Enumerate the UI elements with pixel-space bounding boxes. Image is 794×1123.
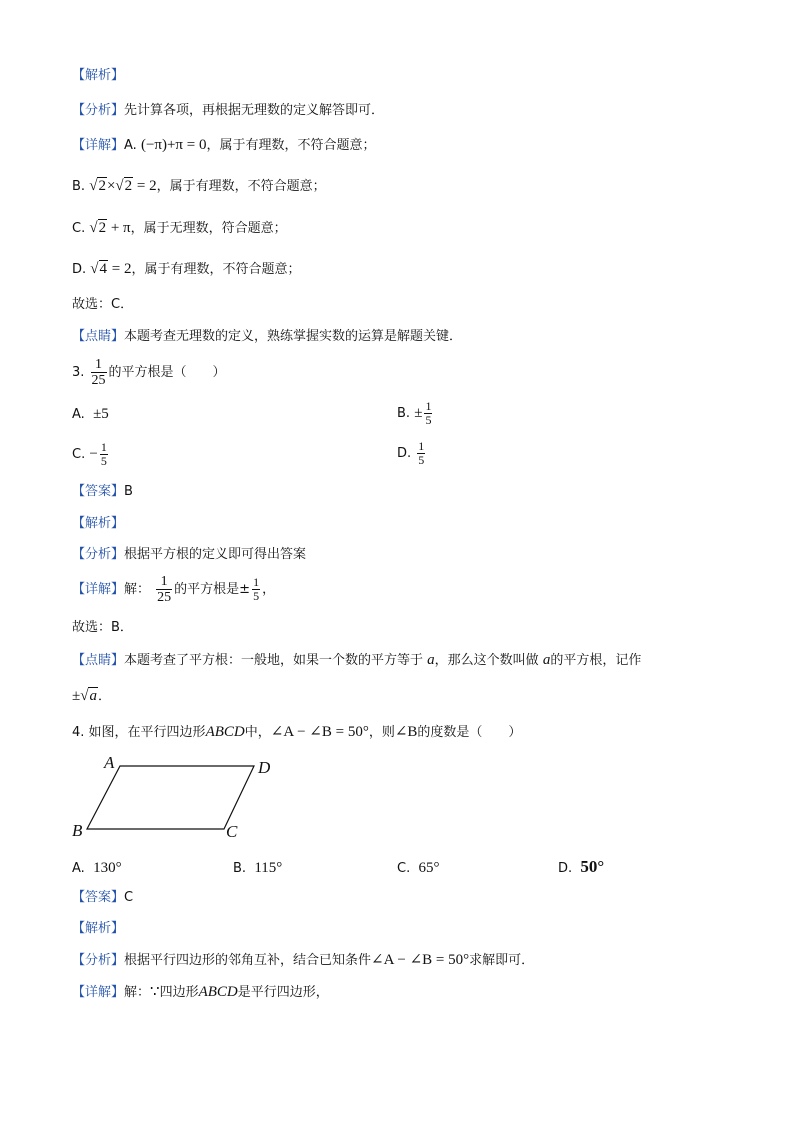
- q2-detail-tag: 【详解】: [72, 138, 125, 153]
- q3-detail-result-fraction: [252, 576, 260, 603]
- q4-analysis-text-2: 求解即可．: [469, 953, 535, 968]
- option-label: B.: [397, 406, 411, 421]
- because-symbol: ∵: [150, 984, 160, 1000]
- q2-detail-b-label: B.: [72, 179, 86, 194]
- q4-stem-4: 的度数是（ ）: [417, 725, 522, 740]
- sqrt-sign: √a: [80, 688, 97, 704]
- vertex-label-b: B: [72, 821, 83, 840]
- q2-analysis-text: 先计算各项，再根据无理数的定义解答即可．: [124, 103, 385, 118]
- option-label: B.: [233, 861, 247, 876]
- q4-option-c: [397, 858, 439, 879]
- q4-analysis-text-1: 根据平行四边形的邻角互补，结合已知条件: [124, 953, 372, 968]
- q4-detail-abcd: ABCD: [198, 984, 238, 1000]
- denominator: 25: [157, 590, 172, 605]
- numerator: 1: [425, 399, 432, 413]
- q2-detail-a: [72, 135, 375, 156]
- numerator: 1: [100, 440, 107, 454]
- radicand: 2: [98, 178, 106, 194]
- q4-detail-tag: 【详解】: [72, 985, 125, 1000]
- var-a: a: [542, 652, 551, 668]
- q3-answer-value: B: [124, 484, 133, 499]
- q4-detail-text-2: 是平行四边形，: [237, 985, 329, 1000]
- option-fraction: [424, 400, 432, 427]
- option-label: C.: [397, 861, 411, 876]
- option-value: 115°: [254, 860, 283, 876]
- option-prefix: ±: [414, 405, 423, 421]
- numerator: 1: [91, 357, 107, 373]
- q4-condition: ∠A − ∠B = 50°: [270, 724, 369, 740]
- q2-detail-c: [72, 218, 287, 239]
- denominator: 5: [100, 454, 107, 468]
- formula-end: ．: [97, 689, 111, 704]
- q3-number: 3.: [72, 365, 85, 380]
- vertex-label-c: C: [226, 822, 238, 841]
- q3-fraction: [91, 357, 107, 388]
- q4-stem: [72, 722, 521, 743]
- numerator: 1: [418, 439, 425, 453]
- option-label: D.: [397, 446, 412, 461]
- q2-detail-a-label: A.: [124, 138, 137, 153]
- q2-detail-b: [72, 176, 326, 197]
- q4-jiexi-heading: 【解析】: [72, 921, 125, 936]
- q4-stem-1: 如图，在平行四边形: [88, 725, 206, 740]
- q2-jiexi-heading: 【解析】: [72, 68, 125, 83]
- q4-number: 4.: [72, 725, 85, 740]
- q3-comment: [72, 650, 641, 671]
- q3-comment-text-3: 的平方根，记作: [550, 653, 642, 668]
- radicand: 4: [99, 261, 108, 277]
- option-value: ±5: [93, 406, 109, 422]
- numerator: 1: [253, 575, 260, 589]
- q2-comment-tag: 【点睛】: [72, 329, 125, 344]
- q2-detail-d-expr: √4 = 2: [90, 261, 132, 277]
- q4-answer: [72, 888, 133, 908]
- q3-option-c: [72, 438, 110, 471]
- radicand: 2: [98, 220, 107, 236]
- option-fraction: [417, 440, 425, 467]
- pm-sign: ±: [72, 688, 81, 704]
- q3-jiexi-heading: 【解析】: [72, 516, 125, 531]
- radicand: a: [89, 688, 97, 704]
- expr-rest: + π: [110, 220, 131, 236]
- q2-choice: 故选：C．: [72, 297, 134, 312]
- q3-option-b: [397, 397, 434, 430]
- q4-answer-value: C: [124, 890, 134, 905]
- parallelogram-figure: [64, 752, 284, 842]
- q4-detail-text-1: 四边形: [159, 985, 199, 1000]
- q3-analysis: [72, 545, 306, 565]
- numerator: 1: [156, 574, 172, 590]
- q3-answer-tag: 【答案】: [72, 484, 125, 499]
- q3-stem: [72, 357, 226, 389]
- radicand: 2: [124, 178, 133, 194]
- q4-detail: [72, 982, 329, 1003]
- q4-detail-pre: 解：: [124, 985, 151, 1000]
- q2-analysis-tag: 【分析】: [72, 103, 125, 118]
- option-value: 50°: [580, 857, 605, 876]
- option-label: A.: [72, 407, 85, 422]
- q3-detail-end: ，: [262, 582, 276, 597]
- q2-detail-b-expr: √2×√2 = 2: [89, 178, 157, 194]
- option-prefix: −: [89, 446, 98, 462]
- q3-option-d: [397, 438, 427, 470]
- q4-stem-3: ，则: [368, 725, 395, 740]
- expr-result: = 2: [136, 178, 157, 194]
- q2-comment: [72, 327, 462, 347]
- q4-option-b: [233, 858, 282, 879]
- q3-comment-tag: 【点睛】: [72, 653, 125, 668]
- q3-stem-text: 的平方根是（ ）: [108, 365, 226, 380]
- q3-detail-tag: 【详解】: [72, 582, 125, 597]
- parallelogram-shape: [87, 766, 254, 829]
- option-label: A.: [72, 861, 85, 876]
- q3-comment-text-1: 本题考查了平方根：一般地，如果一个数的平方等于: [124, 653, 424, 668]
- q3-detail-pre: 解：: [124, 582, 151, 597]
- q4-abcd: ABCD: [205, 724, 245, 740]
- option-value: 130°: [93, 860, 122, 876]
- q3-detail: [72, 574, 275, 606]
- q3-comment-text-2: ，那么这个数叫做: [434, 653, 539, 668]
- q4-option-a: [72, 858, 122, 879]
- expr-result: = 2: [111, 261, 132, 277]
- q2-detail-d: [72, 259, 301, 280]
- q3-detail-fraction: [156, 574, 172, 605]
- q4-option-d: [558, 857, 604, 879]
- q2-detail-d-text: ，属于有理数，不符合题意；: [131, 262, 301, 277]
- denominator: 5: [425, 413, 432, 427]
- denominator: 25: [91, 373, 106, 388]
- vertex-label-d: D: [258, 758, 271, 777]
- option-fraction: [100, 441, 108, 468]
- q4-angle-b: ∠B: [394, 724, 418, 740]
- q3-analysis-text: 根据平方根的定义即可得出答案: [124, 547, 307, 562]
- q2-detail-c-expr: √2 + π: [89, 220, 131, 236]
- q3-choice: 故选：B．: [72, 620, 133, 635]
- q2-detail-a-expr: (−π)+π = 0: [140, 137, 207, 153]
- q2-analysis: [72, 101, 384, 121]
- q4-analysis-condition: ∠A − ∠B = 50°: [371, 952, 470, 968]
- option-label: C.: [72, 447, 86, 462]
- q2-detail-b-text: ，属于有理数，不符合题意；: [156, 179, 326, 194]
- option-label: D.: [558, 861, 573, 876]
- q4-analysis-tag: 【分析】: [72, 953, 125, 968]
- q2-detail-c-label: C.: [72, 221, 86, 236]
- denominator: 5: [418, 453, 425, 467]
- q3-option-a: [72, 404, 109, 425]
- q3-analysis-tag: 【分析】: [72, 547, 125, 562]
- q3-answer: [72, 482, 133, 502]
- q2-detail-c-text: ，属于无理数，符合题意；: [130, 221, 287, 236]
- q3-comment-formula: [72, 686, 111, 707]
- q4-stem-2: 中，: [244, 725, 271, 740]
- q2-comment-text: 本题考查无理数的定义，熟练掌握实数的运算是解题关键．: [124, 329, 463, 344]
- denominator: 5: [253, 589, 260, 603]
- q4-answer-tag: 【答案】: [72, 890, 125, 905]
- times-sign: ×: [106, 178, 116, 194]
- vertex-label-a: A: [104, 753, 115, 772]
- var-a: a: [427, 652, 435, 668]
- q2-detail-d-label: D.: [72, 262, 87, 277]
- q3-detail-mid: 的平方根是±: [174, 582, 251, 597]
- q4-analysis: [72, 950, 534, 971]
- option-value: 65°: [418, 860, 440, 876]
- q2-detail-a-text: ，属于有理数，不符合题意；: [206, 138, 376, 153]
